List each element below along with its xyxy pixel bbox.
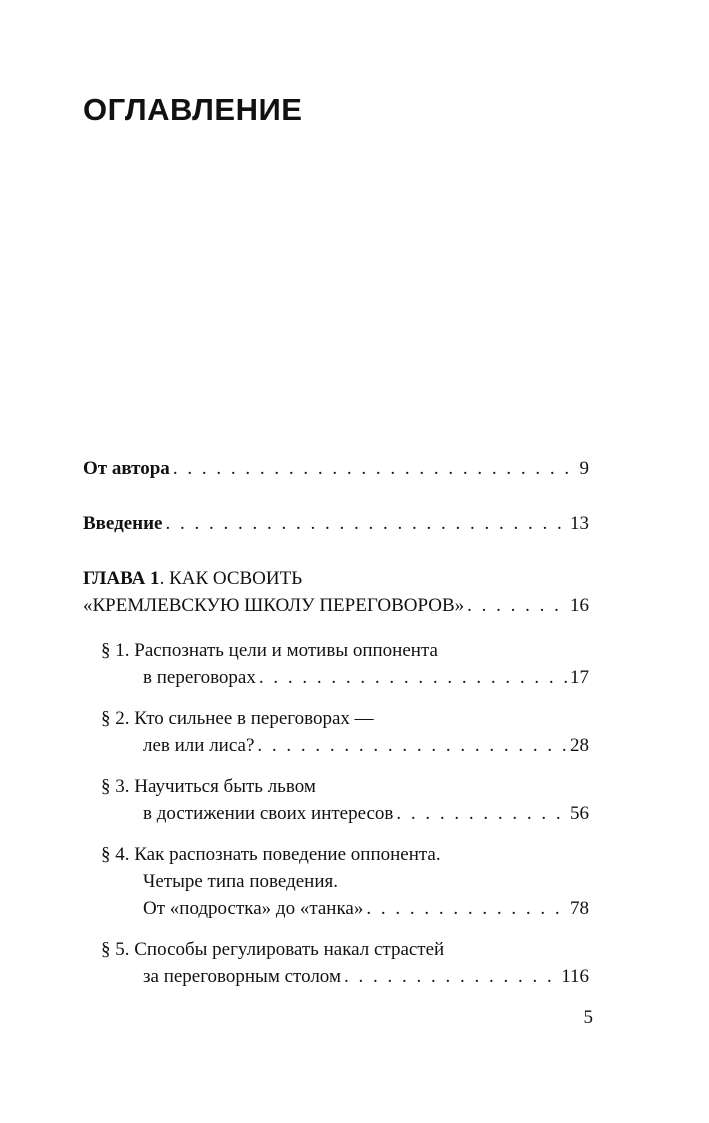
toc-entry-page: 56 [570,803,589,824]
toc-entry-section-3 [83,773,589,827]
section-title-line2: в достижении своих интересов [143,803,394,824]
section-title-line1: § 3. Научиться быть львом [101,776,316,797]
table-of-contents [83,455,589,1004]
section-title-line2: лев или лиса? [143,735,255,756]
toc-entry-label: Введение [83,513,163,534]
page-number: 5 [583,1007,593,1028]
toc-entry-chapter-1 [83,565,589,619]
toc-entry-page: 78 [570,898,589,919]
section-title-line2: в переговорах [143,667,256,688]
section-title-line1: § 2. Кто сильнее в переговорах — [101,708,374,729]
toc-entry-page: 17 [570,667,589,688]
dot-leader [259,664,567,691]
section-title-line3: От «подростка» до «танка» [143,898,364,919]
toc-entry-section-4 [83,841,589,922]
chapter-prefix: ГЛАВА 1 [83,568,160,589]
dot-leader [166,510,568,537]
dot-leader [366,895,567,922]
dot-leader [467,592,567,619]
toc-entry-page: 9 [579,458,589,479]
toc-entry-section-5 [83,936,589,990]
chapter-title-line2: «КРЕМЛЕВСКУЮ ШКОЛУ ПЕРЕГОВОРОВ» [83,595,465,616]
toc-entry-page: 16 [570,595,589,616]
dot-leader [344,963,558,990]
toc-entry-section-2 [83,705,589,759]
toc-entry-intro [83,510,589,537]
chapter-title-line1: . КАК ОСВОИТЬ [159,568,303,589]
dot-leader [173,455,577,482]
section-title-line2: за переговорным столом [143,966,341,987]
section-title-line1: § 1. Распознать цели и мотивы оппонента [101,640,438,661]
section-title-line2: Четыре типа поведения. [143,871,338,892]
dot-leader [257,732,567,759]
dot-leader [396,800,567,827]
toc-entry-page: 13 [570,513,589,534]
section-title-line1: § 5. Способы регулировать накал страстей [101,939,445,960]
toc-entry-author [83,455,589,482]
page-title: ОГЛАВЛЕНИЕ [83,92,303,127]
toc-entry-page: 116 [561,966,589,987]
toc-entry-label: От автора [83,458,170,479]
toc-entry-section-1 [83,637,589,691]
section-title-line1: § 4. Как распознать поведение оппонента. [101,844,441,865]
toc-entry-page: 28 [570,735,589,756]
